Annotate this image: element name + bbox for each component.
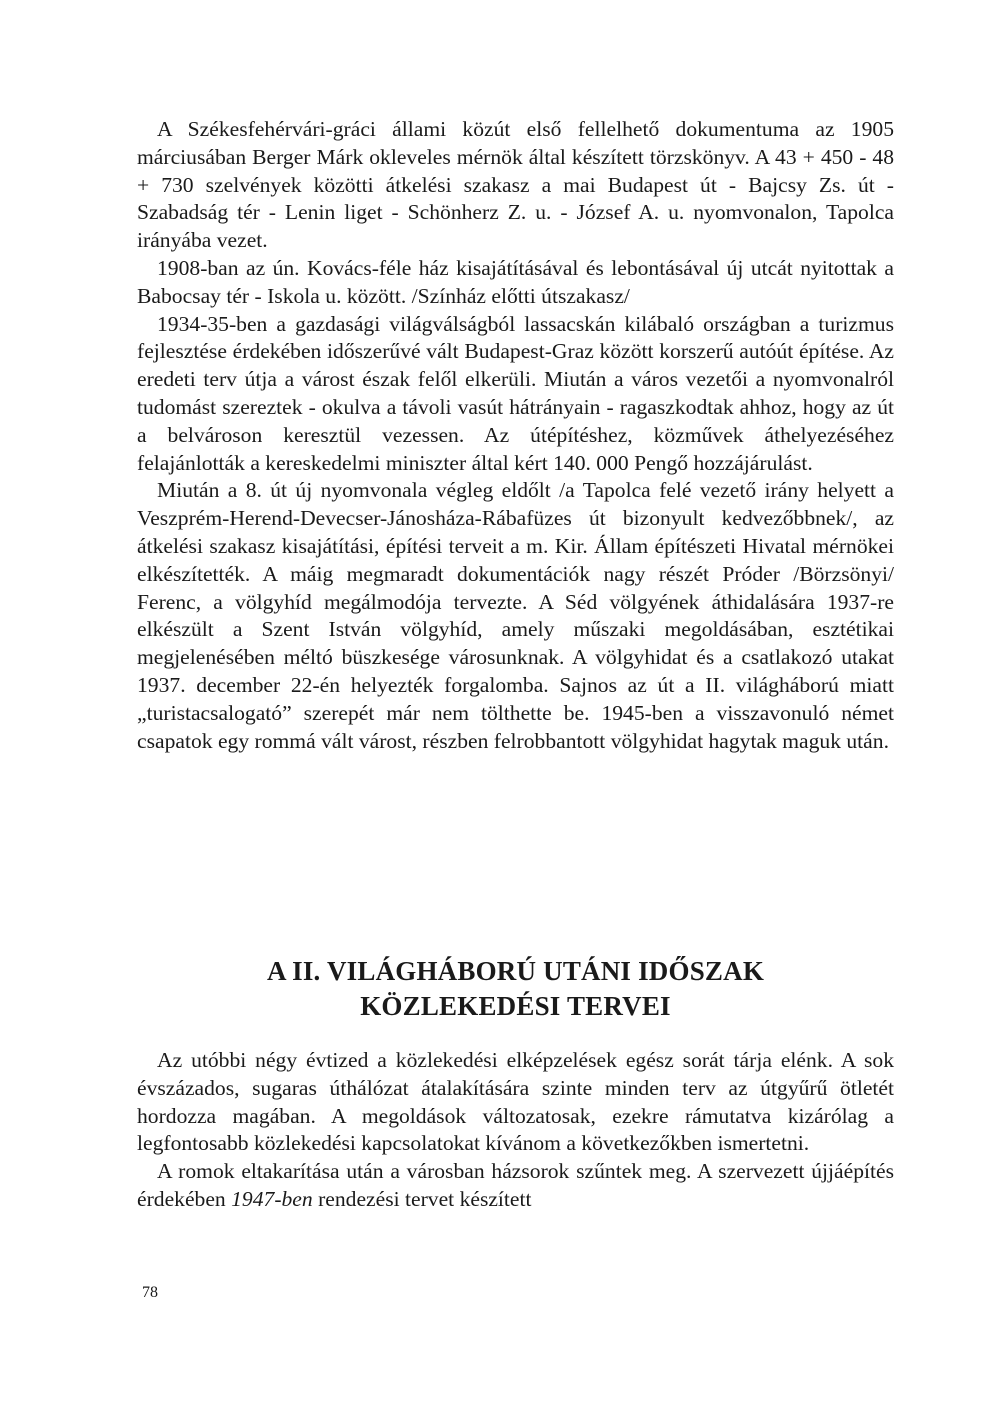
paragraph-5: Az utóbbi négy évtized a közlekedési elképzelések egész sorát tárja elénk. A sok évszázados, sugaras úthálózat átalakítására szinte minden terv az útgyűrű ötletét hordozza magában. A megoldások változatosak, ezekre rámutatva kizárólag a legfontosabb közlekedési kapcsolatokat kívánom a következőkben ismertetni. bbox=[137, 1048, 894, 1156]
body-text-bottom bbox=[137, 1047, 894, 1214]
paragraph-6 bbox=[137, 1158, 894, 1214]
section-heading-line-1: A II. VILÁGHÁBORÚ UTÁNI IDŐSZAK bbox=[266, 956, 765, 986]
paragraph-6-start: A romok eltakarítása után a városban házsorok szűntek meg. A szervezett újjáépítés érdekében bbox=[137, 1159, 894, 1211]
paragraph-2: 1908-ban az ún. Kovács-féle ház kisajátításával és lebontásával új utcát nyitottak a Babocsay tér - Iskola u. között. /Színház előtti útszakasz/ bbox=[137, 255, 894, 308]
paragraph-6-end: rendezési tervet készített bbox=[312, 1186, 532, 1211]
section-heading-line-2: KÖZLEKEDÉSI TERVEI bbox=[360, 991, 671, 1021]
body-text-top bbox=[137, 116, 894, 755]
page-number: 78 bbox=[142, 1284, 158, 1301]
paragraph-4: Miután a 8. út új nyomvonala végleg eldőlt /a Tapolca felé vezető irány helyett a Veszprém-Herend-Devecser-Jánosháza-Rábafüzes út bizonyult kedvezőbbnek/, az átkelési szakasz kisajátítási, építési terveit a m. Kir. Állam építészeti Hivatal mérnökei elkészítették. A máig megmaradt dokumentációk nagy részét Próder /Börzsönyi/ Ferenc, a völgyhíd megálmodója tervezte. A Séd völgyének áthidalására 1937-re elkészült a Szent István völgyhíd, amely műszaki megoldásában, esztétikai megjelenésében méltó büszkesége városunknak. A völgyhidat és a csatlakozó utakat 1937. december 22-én helyezték forgalomba. Sajnos az út a II. világháború miatt „turistacsalogató” szerepét már nem tölthette be. 1945-ben a visszavonuló német csapatok egy rommá vált várost, részben felrobbantott völgyhidat hagytak maguk után. bbox=[137, 478, 894, 753]
section-heading bbox=[137, 954, 894, 1024]
paragraph-1: A Székesfehérvári-gráci állami közút első fellelhető dokumentuma az 1905 márciusában Berger Márk okleveles mérnök által készített törzskönyv. A 43 + 450 - 48 + 730 szelvények közötti átkelési szakasz a mai Budapest út - Bajcsy Zs. út - Szabadság tér - Lenin liget - Schönherz Z. u. - József A. u. nyomvonalon, Tapolca irányába vezet. bbox=[137, 117, 894, 253]
paragraph-3: 1934-35-ben a gazdasági világválságból lassacskán kilábaló országban a turizmus fejlesztése érdekében időszerűvé vált Budapest-Graz között korszerű autóút építése. Az eredeti terv útja a várost észak felől elkerüli. Miután a város vezetői a nyomvonalról tudomást szereztek - okulva a távoli vasút hátrányain - ragaszkodtak ahhoz, hogy az út a belvároson keresztül vezessen. Az útépítéshez, közművek áthelyezéséhez felajánlották a kereskedelmi miniszter által kért 140. 000 Pengő hozzájárulást. bbox=[137, 311, 894, 475]
paragraph-6-italic-year: 1947-ben bbox=[231, 1186, 313, 1211]
